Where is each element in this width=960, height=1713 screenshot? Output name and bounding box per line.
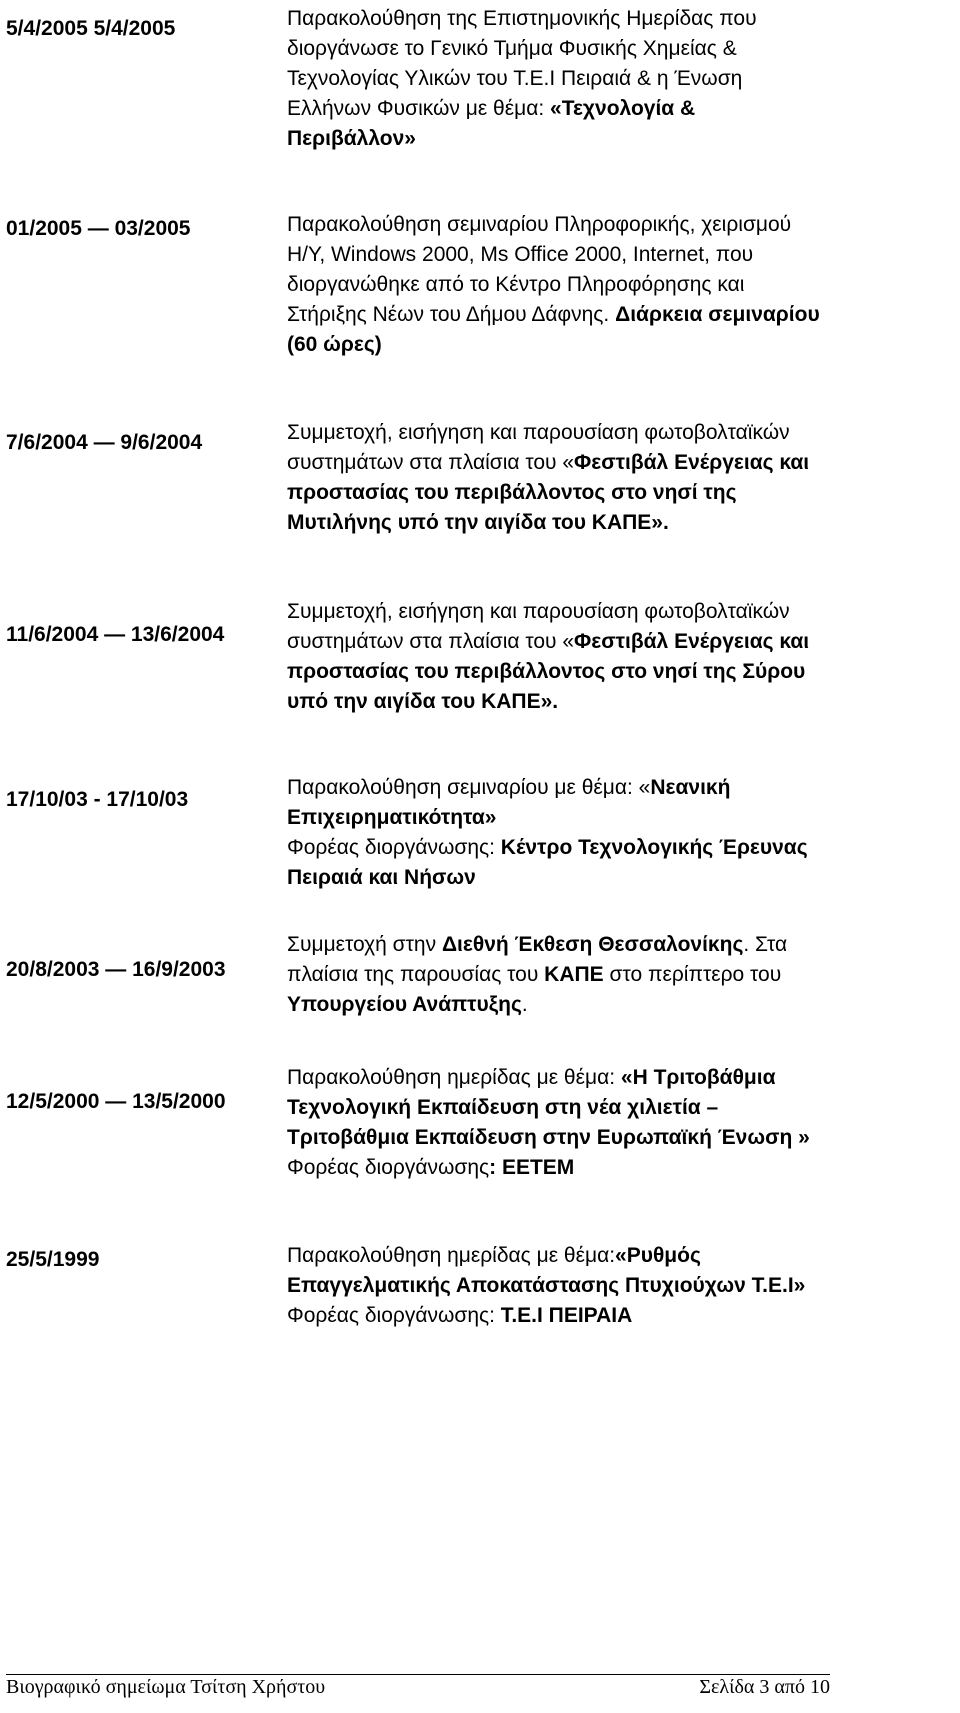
entry-description [287, 1063, 887, 1183]
entry-description [287, 418, 887, 538]
bold-text: Πειραιά και Νήσων [287, 866, 476, 889]
text: συστημάτων στα πλαίσια του « [287, 630, 575, 653]
text: Ελλήνων Φυσικών με θέμα: [287, 97, 551, 120]
description-line [287, 773, 887, 803]
description-line [287, 210, 887, 240]
bold-text: προστασίας του περιβάλλοντος στο νησί της [287, 481, 737, 504]
entry-date: 11/6/2004 — 13/6/2004 [6, 623, 225, 646]
entry-description [287, 1241, 887, 1331]
text: Συμμετοχή, εισήγηση και παρουσίαση φωτοβολταϊκών [287, 600, 790, 623]
bold-text: : ΕΕΤΕΜ [489, 1156, 575, 1179]
description-line [287, 330, 887, 360]
description-line [287, 833, 887, 863]
description-line [287, 34, 887, 64]
text: στο περίπτερο του [603, 963, 782, 986]
page-footer [6, 1674, 830, 1698]
bold-text: υπό την αιγίδα του ΚΑΠΕ». [287, 690, 559, 713]
description-line [287, 478, 887, 508]
description-line [287, 1063, 887, 1093]
bold-text: Κέντρο Τεχνολογικής Έρευνας [500, 836, 808, 859]
description-line [287, 1093, 887, 1123]
text: Φορέας διοργάνωσης: [287, 836, 501, 859]
description-line [287, 657, 887, 687]
description-line [287, 418, 887, 448]
text: διοργάνωσε το Γενικό Τμήμα Φυσικής Χημείας & [287, 37, 737, 60]
text: Συμμετοχή, εισήγηση και παρουσίαση φωτοβολταϊκών [287, 421, 790, 444]
entry-date: 5/4/2005 5/4/2005 [6, 17, 176, 40]
text: Φορέας διοργάνωσης [287, 1156, 490, 1179]
footer-document-title: Βιογραφικό σημείωμα Τσίτση Χρήστου [6, 1676, 326, 1698]
description-line [287, 300, 887, 330]
bold-text: Νεανική [650, 776, 731, 799]
entry-description [287, 930, 887, 1020]
description-line [287, 803, 887, 833]
description-line [287, 930, 887, 960]
description-line [287, 1271, 887, 1301]
bold-text: Επιχειρηματικότητα» [287, 806, 497, 829]
bold-text: Περιβάλλον» [287, 127, 416, 150]
description-line [287, 1123, 887, 1153]
description-line [287, 960, 887, 990]
bold-text: «Τεχνολογία & [550, 97, 696, 120]
text: Φορέας διοργάνωσης: [287, 1304, 501, 1327]
description-line [287, 270, 887, 300]
entry-date: 17/10/03 - 17/10/03 [6, 788, 189, 811]
bold-text: Διεθνή Έκθεση Θεσσαλονίκης [441, 933, 744, 956]
bold-text: ΚΑΠΕ [544, 963, 604, 986]
bold-text: Τεχνολογική Εκπαίδευση στη νέα χιλιετία – [287, 1096, 719, 1119]
bold-text: «Η Τριτοβάθμια [620, 1066, 776, 1089]
bold-text: Φεστιβάλ Ενέργειας και [574, 630, 810, 653]
entry-description [287, 210, 887, 360]
footer-page-number: Σελίδα 3 από 10 [699, 1676, 830, 1698]
entry-description [287, 773, 887, 893]
text: Παρακολούθηση σεμιναρίου με θέμα: « [287, 776, 651, 799]
entry-date: 25/5/1999 [6, 1248, 100, 1271]
text: Συμμετοχή στην [287, 933, 442, 956]
text: πλαίσια της παρουσίας του [287, 963, 545, 986]
text: . Στα [743, 933, 788, 956]
description-line [287, 240, 887, 270]
text: συστημάτων στα πλαίσια του « [287, 451, 575, 474]
entry-description [287, 4, 887, 154]
entry-date: 7/6/2004 — 9/6/2004 [6, 431, 203, 454]
text: Παρακολούθηση της Επιστημονικής Ημερίδας που [287, 7, 757, 30]
bold-text: (60 ώρες) [287, 333, 382, 356]
bold-text: Τριτοβάθμια Εκπαίδευση στην Ευρωπαϊκή Ένωση » [287, 1126, 810, 1149]
bold-text: Μυτιλήνης υπό την αιγίδα του ΚΑΠΕ». [287, 511, 669, 534]
entry-date: 12/5/2000 — 13/5/2000 [6, 1090, 226, 1113]
bold-text: Επαγγελματικής Αποκατάστασης Πτυχιούχων Τ.Ε.Ι» [287, 1274, 806, 1297]
text: . [521, 993, 528, 1016]
description-line [287, 1301, 887, 1331]
text: Παρακολούθηση ημερίδας με θέμα: [287, 1066, 621, 1089]
text: Τεχνολογίας Υλικών του Τ.Ε.Ι Πειραιά & η Ένωση [287, 67, 743, 90]
text: Παρακολούθηση ημερίδας με θέμα: [287, 1244, 616, 1267]
bold-text: Τ.Ε.Ι ΠΕΙΡΑΙΑ [500, 1304, 633, 1327]
description-line [287, 508, 887, 538]
bold-text: «Ρυθμός [615, 1244, 701, 1267]
description-line [287, 1241, 887, 1271]
bold-text: προστασίας του περιβάλλοντος στο νησί της Σύρου [287, 660, 806, 683]
text: Παρακολούθηση σεμιναρίου Πληροφορικής, χειρισμού [287, 213, 792, 236]
description-line [287, 863, 887, 893]
entry-date: 20/8/2003 — 16/9/2003 [6, 958, 226, 981]
bold-text: Διάρκεια σεμιναρίου [615, 303, 820, 326]
text: διοργανώθηκε από το Κέντρο Πληροφόρησης και [287, 273, 745, 296]
text: Στήριξης Νέων του Δήμου Δάφνης. [287, 303, 616, 326]
bold-text: Υπουργείου Ανάπτυξης [287, 993, 522, 1016]
description-line [287, 448, 887, 478]
description-line [287, 1153, 887, 1183]
description-line [287, 4, 887, 34]
description-line [287, 94, 887, 124]
entry-date: 01/2005 — 03/2005 [6, 217, 191, 240]
entry-description [287, 597, 887, 717]
description-line [287, 64, 887, 94]
text: Η/Υ, Windows 2000, Ms Office 2000, Internet, που [287, 243, 754, 266]
description-line [287, 990, 887, 1020]
description-line [287, 627, 887, 657]
description-line [287, 597, 887, 627]
description-line [287, 687, 887, 717]
description-line [287, 124, 887, 154]
bold-text: Φεστιβάλ Ενέργειας και [574, 451, 810, 474]
